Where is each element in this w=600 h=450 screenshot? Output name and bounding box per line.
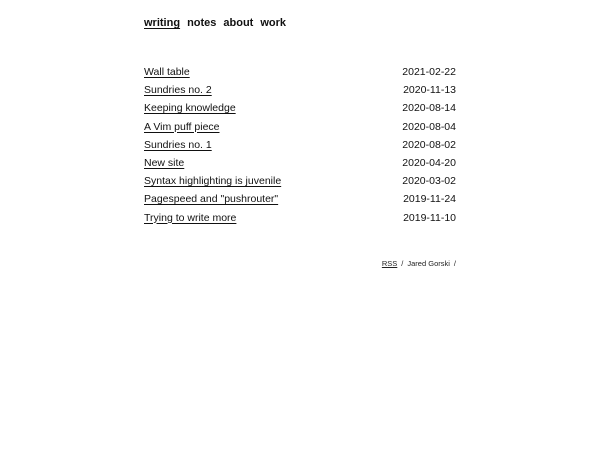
nav-item-writing[interactable]: writing [144,17,181,29]
list-item [144,63,456,81]
post-date: 2020-03-02 [402,175,456,188]
post-date: 2020-08-14 [402,102,456,115]
post-date: 2020-11-13 [403,84,456,97]
rss-link[interactable]: RSS [381,259,398,268]
nav-item-work[interactable]: work [260,17,287,29]
post-link[interactable]: Sundries no. 1 [144,138,212,151]
footer-author: Jared Gorski [407,259,450,268]
post-date: 2020-08-02 [402,138,456,151]
post-link[interactable]: Pagespeed and "pushrouter" [144,193,279,206]
nav-item-notes[interactable]: notes [187,17,217,29]
post-date: 2019-11-24 [403,193,456,206]
post-link[interactable]: New site [144,156,185,169]
post-date: 2019-11-10 [403,211,456,224]
post-date: 2021-02-22 [402,66,456,78]
list-item [144,209,456,227]
post-link[interactable]: Trying to write more [144,211,237,224]
list-item [144,99,456,117]
post-date: 2020-04-20 [402,156,456,169]
post-link[interactable]: Sundries no. 2 [144,84,212,97]
footer-separator: / [401,259,404,268]
post-link[interactable]: Syntax highlighting is juvenile [144,175,282,188]
post-link[interactable]: Wall table [144,66,190,78]
list-item [144,190,456,208]
list-item [144,154,456,172]
main-nav [144,16,286,30]
list-item [144,172,456,190]
post-link[interactable]: Keeping knowledge [144,102,236,115]
post-date: 2020-08-04 [402,120,456,133]
footer-separator: / [453,259,456,268]
post-link[interactable]: A Vim puff piece [144,120,220,133]
nav-item-about[interactable]: about [223,17,254,29]
footer [382,259,456,269]
list-item [144,118,456,136]
list-item [144,81,456,99]
post-list [144,63,456,227]
list-item [144,136,456,154]
